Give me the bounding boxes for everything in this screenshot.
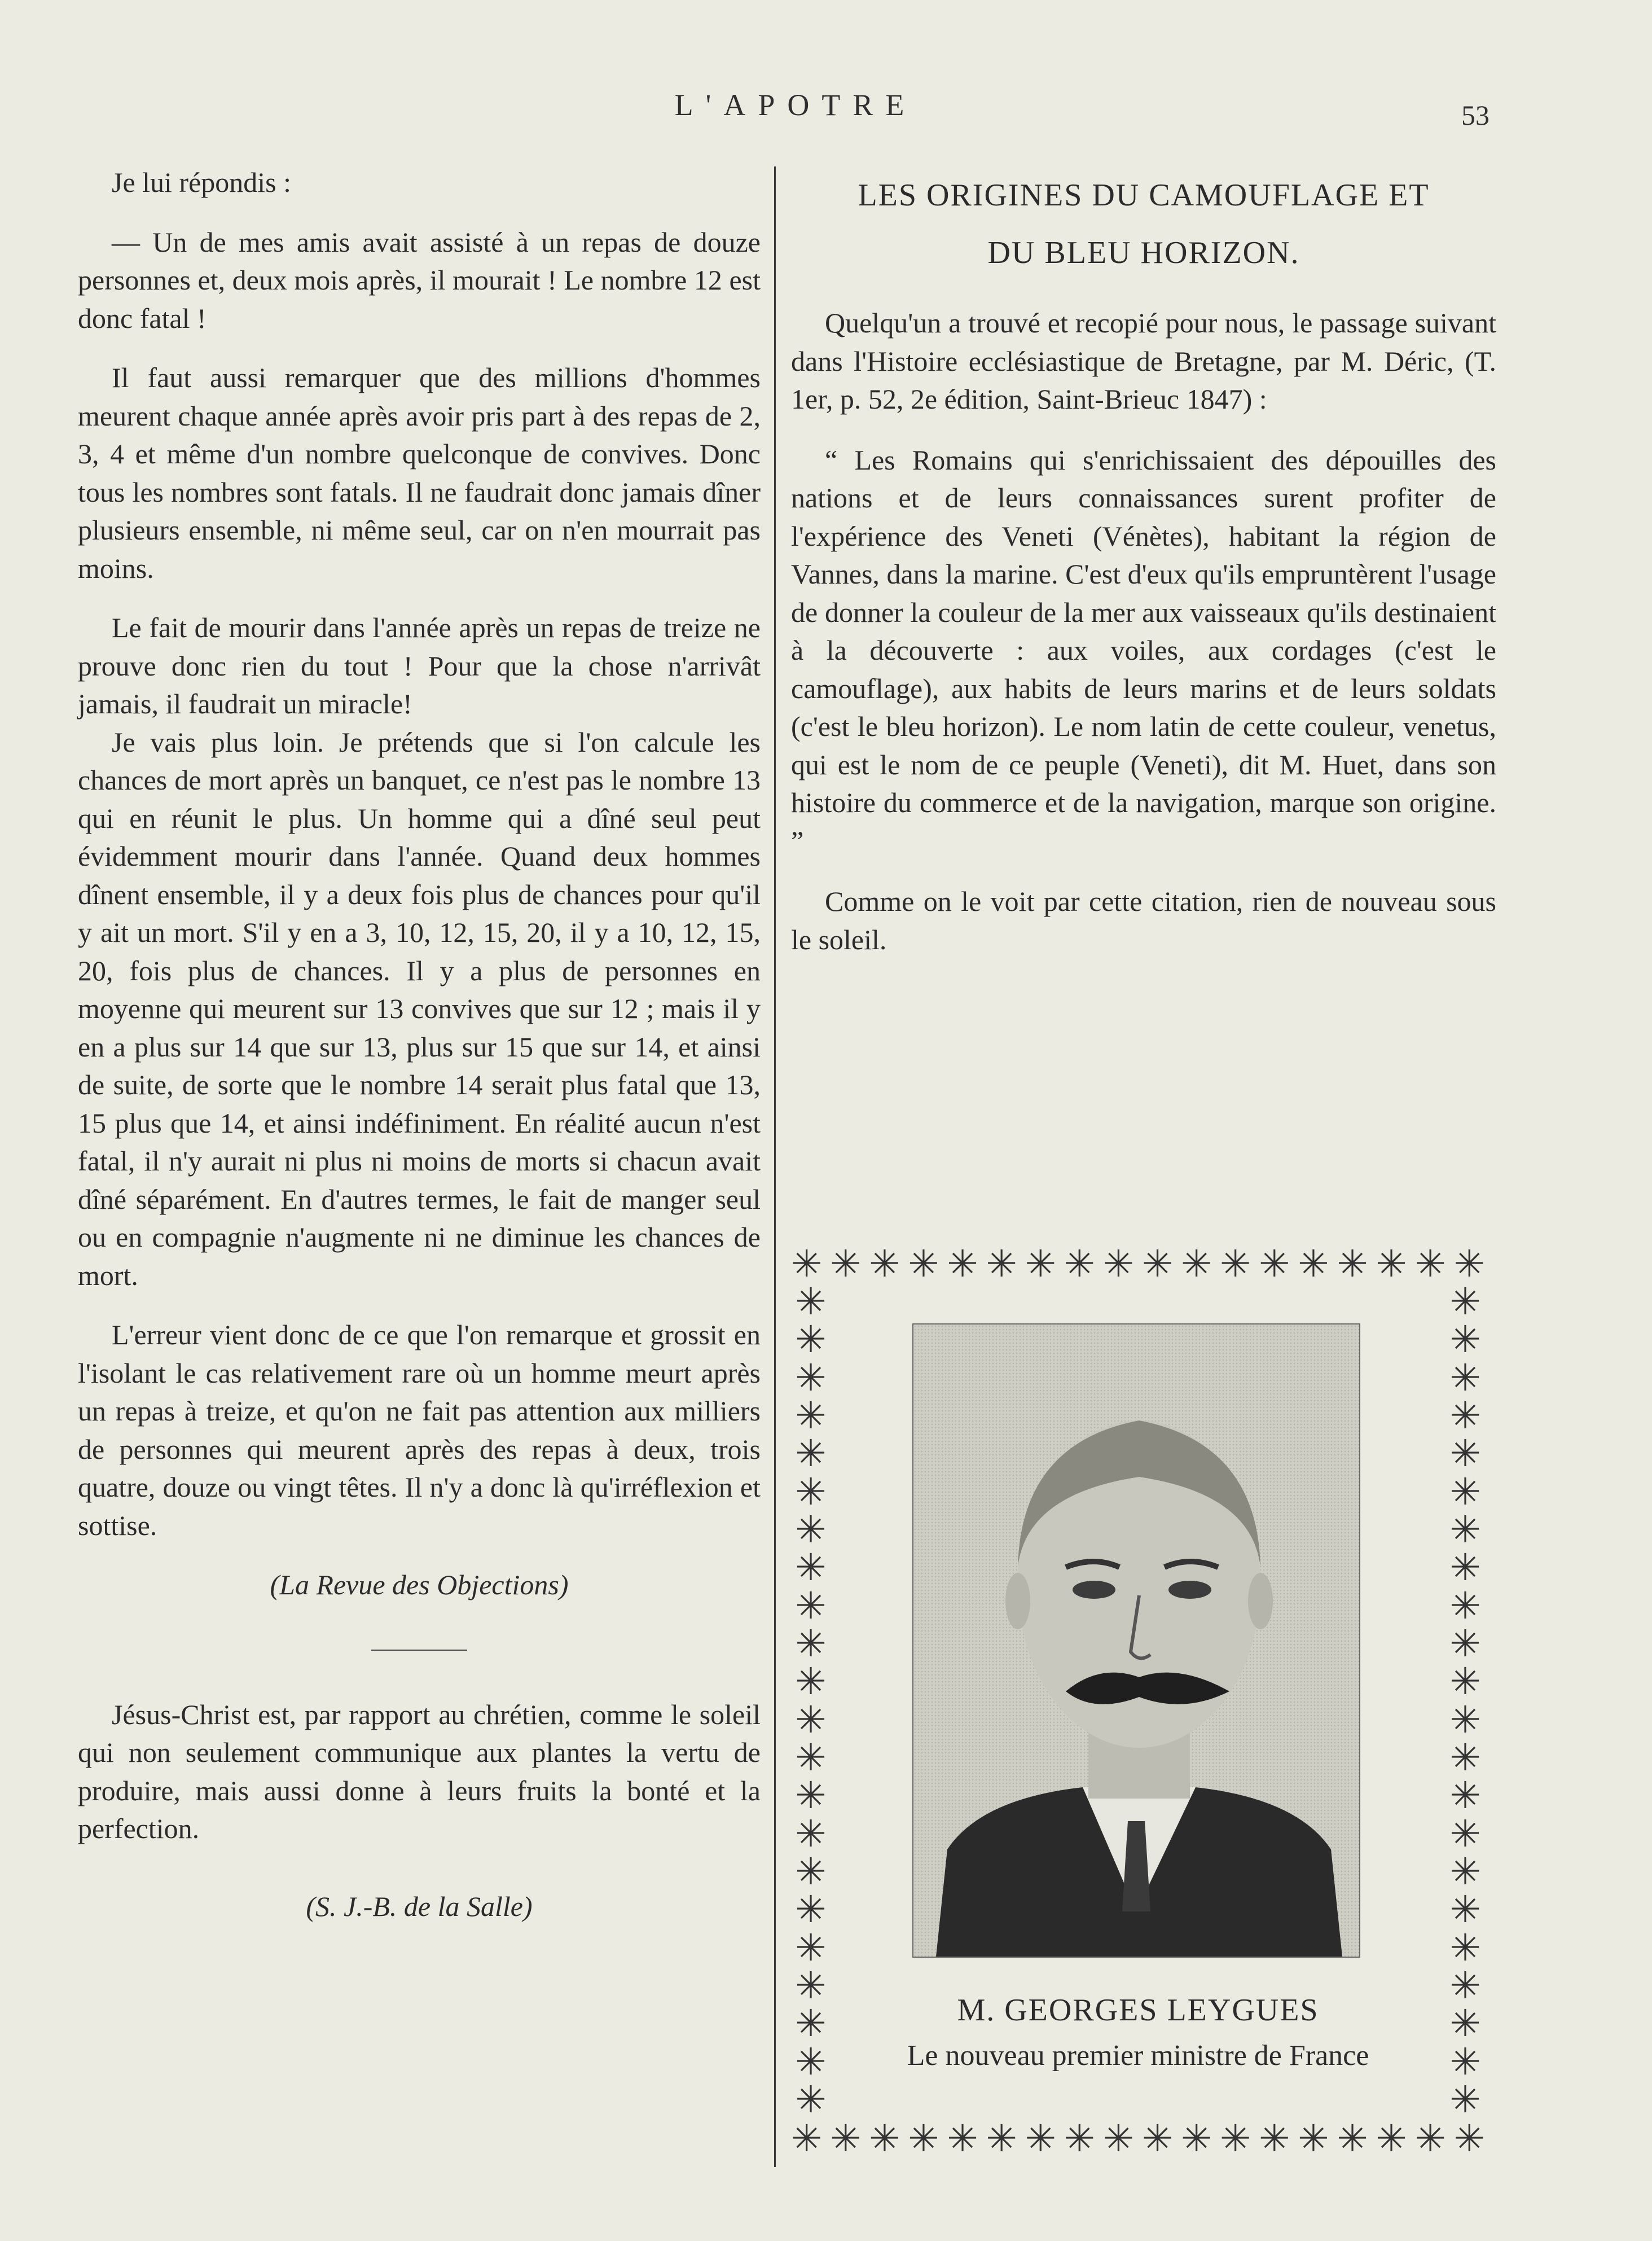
star-ornament-icon: ✳ [1298, 1244, 1329, 1284]
star-ornament-icon: ✳ [1064, 1244, 1095, 1284]
portrait-photo [912, 1323, 1360, 1958]
star-ornament-icon: ✳ [795, 1699, 827, 1741]
portrait-caption-role: Le nouveau premier ministre de France [907, 2040, 1369, 2072]
star-ornament-icon: ✳ [1453, 1244, 1485, 1284]
star-ornament-icon: ✳ [1449, 1547, 1481, 1589]
star-ornament-icon: ✳ [795, 1813, 827, 1855]
paragraph: Je vais plus loin. Je prétends que si l'on calcule les chances de mort après un banquet, ce n'est pas le nombre 13 qui en réunit le plus. Un homme qui a dîné seul peut évidemment mourir dans l'année. Quand deux hommes dînent ensemble, il y a deux fois plus de chances pour qu'il y ait un mort. S'il y en a 3, 10, 12, 15, 20, il y a 10, 12, 15, 20, fois plus de chances. Il y a plus de personnes en moyenne qui meurent sur 13 convives que sur 12 ; mais il y en a plus sur 14 que sur 13, plus sur 15 que sur 14, et ainsi de suite, de sorte que le nombre 14 serait plus fatal que 13, 15 plus que 14, et ainsi indéfiniment. En réalité aucun n'est fatal, il n'y aurait ni plus ni moins de morts si chacun avait dîné séparément. En d'autres termes, le fait de manger seul ou en compagnie n'augmente ni ne diminue les chances de mort. [78, 726, 761, 1291]
star-ornament-icon: ✳ [795, 1509, 827, 1551]
star-ornament-icon: ✳ [795, 1395, 827, 1437]
star-ornament-icon: ✳ [795, 1585, 827, 1627]
star-ornament-icon: ✳ [795, 1623, 827, 1665]
star-ornament-icon: ✳ [1337, 1244, 1368, 1284]
star-ornament-icon: ✳ [1064, 2119, 1095, 2159]
running-title: L'APOTRE [674, 88, 917, 122]
page-number: 53 [1461, 99, 1490, 131]
star-ornament-icon: ✳ [1414, 1244, 1446, 1284]
star-ornament-icon: ✳ [1449, 1737, 1481, 1779]
source-citation: (La Revue des Objections) [270, 1569, 569, 1600]
star-ornament-icon: ✳ [1453, 2119, 1485, 2159]
article-title-line: DU BLEU HORIZON. [987, 235, 1300, 270]
star-ornament-icon: ✳ [1449, 1471, 1481, 1513]
column-divider [774, 166, 776, 2167]
portrait-caption-name: M. GEORGES LEYGUES [957, 1993, 1319, 2028]
star-ornament-icon: ✳ [1449, 1284, 1481, 1323]
star-ornament-icon: ✳ [1298, 2119, 1329, 2159]
star-ornament-icon: ✳ [1141, 2119, 1174, 2159]
star-ornament-icon: ✳ [1220, 1244, 1251, 1284]
star-ornament-icon: ✳ [1376, 2119, 1407, 2159]
star-ornament-icon: ✳ [795, 1927, 827, 1969]
star-ornament-icon: ✳ [1449, 1965, 1481, 2007]
star-ornament-icon: ✳ [908, 1244, 939, 1284]
star-ornament-icon: ✳ [1025, 1244, 1056, 1284]
quote-attribution: (S. J.-B. de la Salle) [306, 1890, 533, 1922]
star-ornament-icon: ✳ [1259, 2119, 1290, 2159]
star-ornament-icon: ✳ [795, 1965, 827, 2007]
star-ornament-icon: ✳ [908, 2119, 939, 2159]
star-ornament-icon: ✳ [795, 1661, 827, 1703]
article-title-line: LES ORIGINES DU CAMOUFLAGE ET [858, 178, 1430, 213]
star-ornament-icon: ✳ [795, 1433, 827, 1475]
star-ornament-icon: ✳ [1449, 1889, 1481, 1931]
left-column [78, 164, 761, 1926]
star-border-top [791, 1244, 1485, 1284]
star-ornament-icon: ✳ [1220, 2119, 1251, 2159]
star-ornament-icon: ✳ [1449, 2003, 1481, 2045]
star-ornament-icon: ✳ [1102, 2119, 1135, 2159]
section-rule [371, 1650, 467, 1651]
star-ornament-icon: ✳ [1141, 1244, 1174, 1284]
paragraph: L'erreur vient donc de ce que l'on remarque et grossit en l'isolant le cas relativement rare où un homme meurt après un repas à treize, et qu'on ne fait pas attention aux milliers de personnes qui meurent après des repas à deux, trois quatre, douze ou vingt têtes. Il n'y a donc là qu'irréflexion et sottise. [78, 1319, 761, 1541]
star-ornament-icon: ✳ [1449, 1585, 1481, 1627]
star-ornament-icon: ✳ [795, 1357, 827, 1399]
star-ornament-icon: ✳ [1449, 1661, 1481, 1703]
citation-paragraph: “ Les Romains qui s'enrichissaient des dépouilles des nations et de leurs connaissances surent profiter de l'expérience des Veneti (Vénètes), habitant la région de Vannes, dans la marine. C'est d'eux qu'ils empruntèrent l'usage de donner la couleur de la mer aux vaisseaux qu'ils destinaient à la découverte : aux voiles, aux cordages (c'est le camouflage), aux habits de leurs marins et de leurs soldats (c'est le bleu horizon). Le nom latin de cette couleur, venetus, qui est le nom de ce peuple (Veneti), dit M. Huet, dans son histoire du commerce et de la navigation, marque son origine. ” [791, 444, 1496, 857]
paragraph: Quelqu'un a trouvé et recopié pour nous, le passage suivant dans l'Histoire ecclésiastique de Bretagne, par M. Déric, (T. 1er, p. 52, 2e édition, Saint-Brieuc 1847) : [791, 307, 1496, 415]
star-ornament-icon: ✳ [830, 1244, 862, 1284]
star-ornament-icon: ✳ [1449, 1357, 1481, 1399]
portrait-frame [791, 1244, 1485, 2159]
star-ornament-icon: ✳ [1102, 1244, 1135, 1284]
star-ornament-icon: ✳ [1449, 1927, 1481, 1969]
star-ornament-icon: ✳ [1449, 1623, 1481, 1665]
star-ornament-icon: ✳ [947, 1244, 978, 1284]
star-ornament-icon: ✳ [869, 1244, 900, 1284]
star-ornament-icon: ✳ [1376, 1244, 1407, 1284]
star-ornament-icon: ✳ [947, 2119, 978, 2159]
star-ornament-icon: ✳ [1180, 1244, 1212, 1284]
star-ornament-icon: ✳ [1025, 2119, 1056, 2159]
star-ornament-icon: ✳ [795, 2079, 827, 2119]
star-ornament-icon: ✳ [1449, 1851, 1481, 1893]
star-ornament-icon: ✳ [795, 1889, 827, 1931]
star-ornament-icon: ✳ [1337, 2119, 1368, 2159]
star-ornament-icon: ✳ [1449, 1699, 1481, 1741]
star-ornament-icon: ✳ [1449, 1433, 1481, 1475]
portrait-image [913, 1325, 1359, 1957]
star-ornament-icon: ✳ [830, 2119, 862, 2159]
star-ornament-icon: ✳ [1449, 2041, 1481, 2083]
star-ornament-icon: ✳ [1449, 2079, 1481, 2119]
paragraph: — Un de mes amis avait assisté à un repas de douze personnes et, deux mois après, il mourait ! Le nombre 12 est donc fatal ! [78, 226, 761, 334]
paragraph: Je lui répondis : [112, 166, 292, 198]
paragraph: Comme on le voit par cette citation, rien de nouveau sous le soleil. [791, 885, 1496, 955]
star-border-bottom [791, 2119, 1485, 2159]
paragraph: Le fait de mourir dans l'année après un repas de treize ne prouve donc rien du tout ! Pour que la chose n'arrivât jamais, il faudrait un miracle! [78, 612, 761, 720]
star-ornament-icon: ✳ [1259, 1244, 1290, 1284]
star-ornament-icon: ✳ [1449, 1319, 1481, 1361]
star-ornament-icon: ✳ [1414, 2119, 1446, 2159]
star-ornament-icon: ✳ [795, 1284, 827, 1323]
star-ornament-icon: ✳ [795, 1547, 827, 1589]
star-ornament-icon: ✳ [795, 2041, 827, 2083]
star-ornament-icon: ✳ [1449, 1509, 1481, 1551]
star-ornament-icon: ✳ [795, 1737, 827, 1779]
paragraph: Il faut aussi remarquer que des millions d'hommes meurent chaque année après avoir pris part à des repas de 2, 3, 4 et même d'un nombre quelconque de convives. Donc tous les nombres sont fatals. Il ne faudrait donc jamais dîner plusieurs ensemble, ni même seul, car on n'en mourrait pas moins. [78, 362, 761, 584]
star-ornament-icon: ✳ [869, 2119, 900, 2159]
star-ornament-icon: ✳ [791, 2119, 823, 2159]
star-ornament-icon: ✳ [986, 2119, 1017, 2159]
star-ornament-icon: ✳ [1449, 1775, 1481, 1817]
star-ornament-icon: ✳ [795, 1319, 827, 1361]
star-ornament-icon: ✳ [795, 1471, 827, 1513]
star-ornament-icon: ✳ [791, 1244, 823, 1284]
quote-paragraph: Jésus-Christ est, par rapport au chrétien, comme le soleil qui non seulement communique aux plantes la vertu de produire, mais aussi donne à leurs fruits la bonté et la perfection. [78, 1698, 761, 1844]
right-column [791, 166, 1496, 981]
star-ornament-icon: ✳ [1180, 2119, 1212, 2159]
star-ornament-icon: ✳ [1449, 1813, 1481, 1855]
article-title [791, 166, 1496, 282]
star-ornament-icon: ✳ [795, 2003, 827, 2045]
star-ornament-icon: ✳ [795, 1775, 827, 1817]
star-ornament-icon: ✳ [1449, 1395, 1481, 1437]
star-ornament-icon: ✳ [795, 1851, 827, 1893]
star-ornament-icon: ✳ [986, 1244, 1017, 1284]
